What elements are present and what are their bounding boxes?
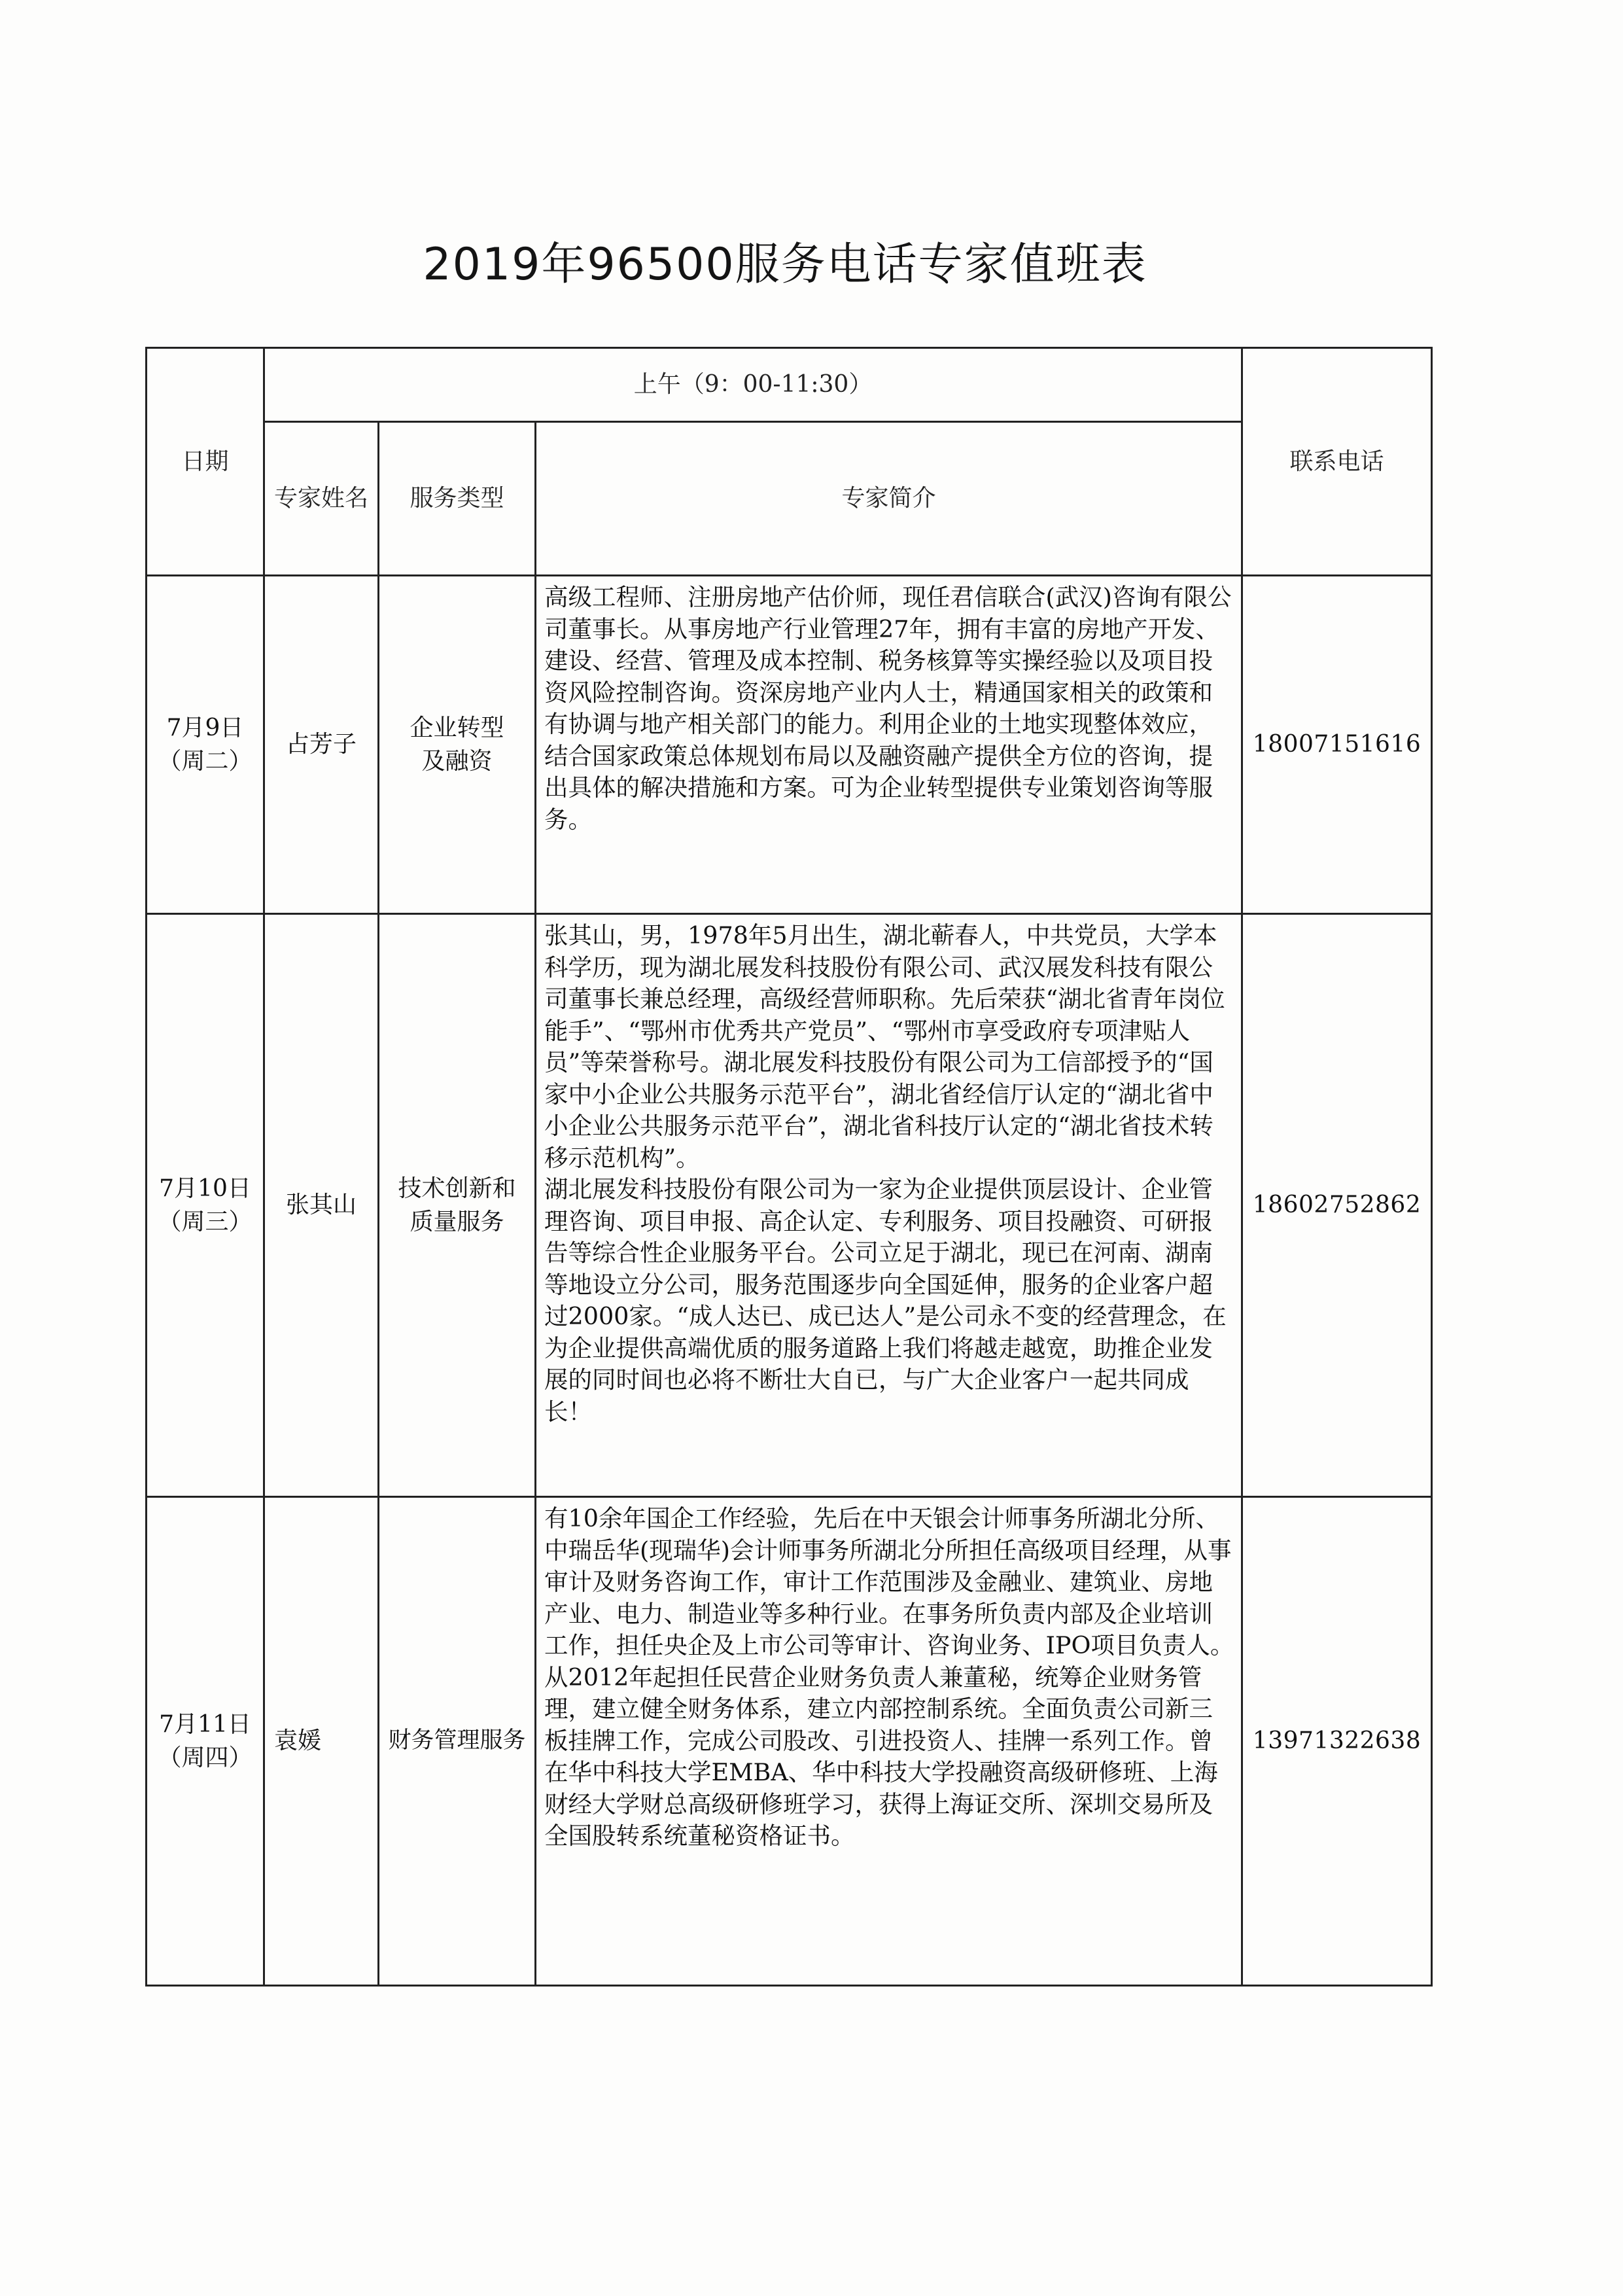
table-subheader-row	[147, 422, 1432, 576]
expert-bio-text-2: 湖北展发科技股份有限公司为一家为企业提供顶层设计、企业管理咨询、项目申报、高企认定、专利服务、项目投融资、可研报告等综合性企业服务平台。公司立足于湖北，现已在河南、湖南等地设立分公司，服务范围逐步向全国延伸，服务的企业客户超过2000家。“成人达已、成已达人”是公司永不变的经营理念，在为企业提供高端优质的服务道路上我们将越走越宽，助推企业发展的同时间也必将不断壮大自已，与广大企业客户一起共同成长！	[544, 1175, 1227, 1426]
expert-name: 占芳子	[264, 576, 379, 914]
table-row	[147, 1497, 1432, 1986]
table-row	[147, 914, 1432, 1497]
phone-number: 18602752862	[1242, 914, 1432, 1497]
service-type-line1: 企业转型	[410, 714, 504, 741]
header-phone: 联系电话	[1242, 348, 1432, 576]
service-type: 财务管理服务	[379, 1497, 536, 1986]
phone-number: 18007151616	[1242, 576, 1432, 914]
header-bio: 专家简介	[536, 422, 1242, 576]
expert-bio-text: 有10余年国企工作经验，先后在中天银会计师事务所湖北分所、中瑞岳华(现瑞华)会计师事务所湖北分所担任高级项目经理，从事审计及财务咨询工作，审计工作范围涉及金融业、建筑业、房地产业、电力、制造业等多种行业。在事务所负责内部及企业培训工作，担任央企及上市公司等审计、咨询业务、IPO项目负责人。从2012年起担任民营企业财务负责人兼董秘，统筹企业财务管理，建立健全财务体系，建立内部控制系统。全面负责公司新三板挂牌工作，完成公司股改、引进投资人、挂牌一系列工作。曾在华中科技大学EMBA、华中科技大学投融资高级研修班、上海财经大学财总高级研修班学习，获得上海证交所、深圳交易所及全国股转系统董秘资格证书。	[544, 1504, 1234, 1850]
header-type: 服务类型	[379, 422, 536, 576]
weekday-text: （周三）	[158, 1209, 253, 1235]
expert-bio-text: 高级工程师、注册房地产估价师，现任君信联合(武汉)咨询有限公司董事长。从事房地产行业管理27年，拥有丰富的房地产开发、建设、经营、管理及成本控制、税务核算等实操经验以及项目投资风险控制咨询。资深房地产业内人士，精通国家相关的政策和有协调与地产相关部门的能力。利用企业的土地实现整体效应，结合国家政策总体规划布局以及融资融产提供全方位的咨询，提出具体的解决措施和方案。可为企业转型提供专业策划咨询等服务。	[544, 583, 1232, 834]
date-text: 7月10日	[159, 1174, 251, 1202]
expert-bio-text: 张其山，男，1978年5月出生，湖北蕲春人，中共党员，大学本科学历，现为湖北展发科技股份有限公司、武汉展发科技有限公司董事长兼总经理，高级经营师职称。先后荣获“湖北省青年岗位能手”、“鄂州市优秀共产党员”、“鄂州市享受政府专项津贴人员”等荣誉称号。湖北展发科技股份有限公司为工信部授予的“国家中小企业公共服务示范平台”，湖北省经信厅认定的“湖北省中小企业公共服务示范平台”，湖北省科技厅认定的“湖北省技术转移示范机构”。	[544, 921, 1225, 1172]
service-type-line2: 及融资	[421, 748, 493, 775]
date-cell	[147, 1497, 264, 1986]
weekday-text: （周四）	[158, 1744, 253, 1771]
phone-number: 13971322638	[1242, 1497, 1432, 1986]
date-text: 7月9日	[166, 714, 244, 741]
header-date: 日期	[147, 348, 264, 576]
weekday-text: （周二）	[158, 748, 253, 775]
table-header-row	[147, 348, 1432, 422]
table-row	[147, 576, 1432, 914]
expert-bio	[536, 576, 1242, 914]
service-type	[379, 914, 536, 1497]
document-title: 2019年96500服务电话专家值班表	[423, 239, 1147, 291]
service-type-line2: 质量服务	[410, 1209, 504, 1235]
expert-bio	[536, 914, 1242, 1497]
date-cell	[147, 914, 264, 1497]
service-type	[379, 576, 536, 914]
expert-name: 袁媛	[264, 1497, 379, 1986]
header-period: 上午（9：00-11:30）	[264, 348, 1242, 422]
service-type-line1: 技术创新和	[398, 1174, 516, 1202]
expert-bio	[536, 1497, 1242, 1986]
date-cell	[147, 576, 264, 914]
header-name: 专家姓名	[264, 422, 379, 576]
duty-table	[145, 347, 1433, 1987]
date-text: 7月11日	[159, 1710, 251, 1738]
expert-name: 张其山	[264, 914, 379, 1497]
